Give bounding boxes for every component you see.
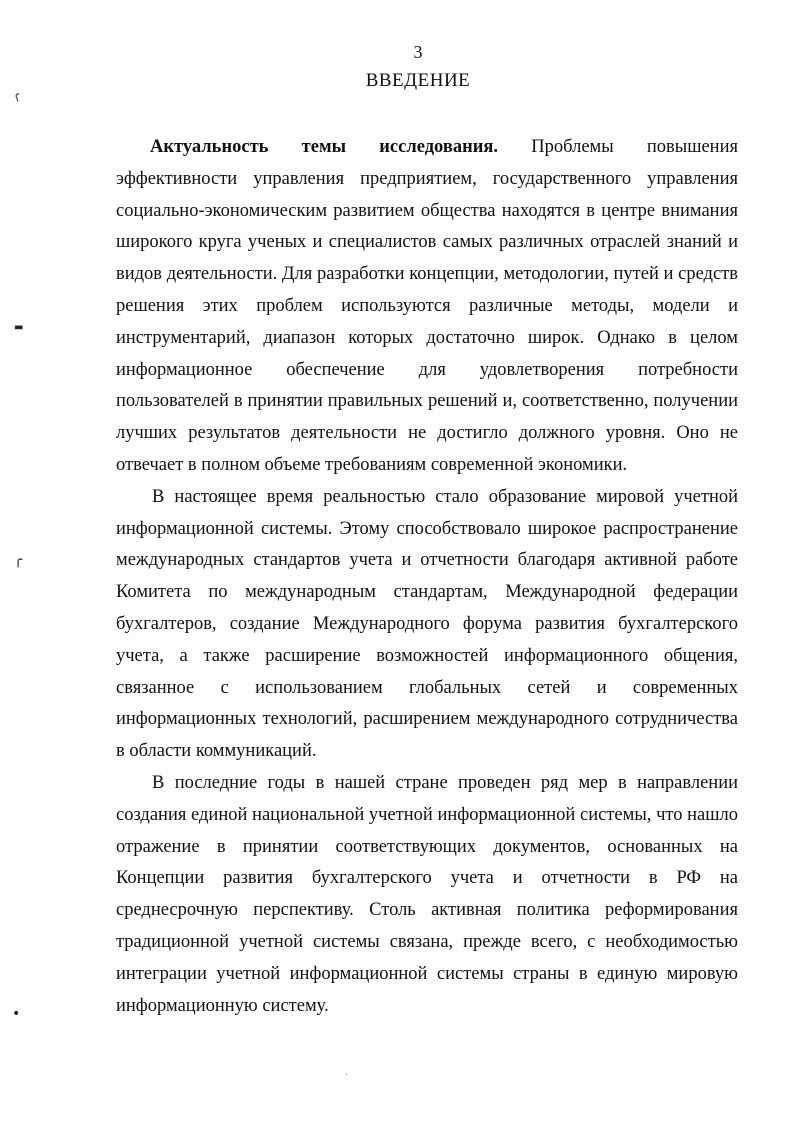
scan-artifact-mark: ▬ [14,322,24,333]
paragraph-relevance [116,132,738,482]
paragraph-national-system [116,768,738,1022]
paragraph-text: В последние годы в нашей стране проведен ряд мер в направлении создания единой национальной учетной информационной системы, что нашло отражение в принятии соответствующих документов, основанных на Концепции развития бухгалтерского учета и отчетности в РФ на среднесрочную перспективу. Столь активная политика реформирования традиционной учетной системы связана, прежде всего, с необходимостью интеграции учетной информационной системы страны в единую мировую информационную систему. [116,772,738,1016]
paragraph-text: В настоящее время реальностью стало образование мировой учетной информационной системы. Этому способствовало широкое распространение международных стандартов учета и отчетности благодаря активной работе Комитета по международным стандартам, Международной федерации бухгалтеров, создание Международного форума развития бухгалтерского учета, а также расширение возможностей информационного общения, связанное с использованием глобальных сетей и современных информационных технологий, расширением международного сотрудничества в области коммуникаций. [116,486,738,762]
page-number: 3 [413,42,423,62]
paragraph-text: Проблемы повышения эффективности управления предприятием, государственного управления социально-экономическим развитием общества находятся в центре внимания широкого круга ученых и специалистов самых различных отраслей знаний и видов деятельности. Для разработки концепции, методологии, путей и средств решения этих проблем используются различные методы, модели и инструментарий, диапазон которых достаточно широк. Однако в целом информационное обеспечение для удовлетворения потребности пользователей в принятии правильных решений и, соответственно, получении лучших результатов деятельности не достигло должного уровня. Оно не отвечает в полном объеме требованиям современной экономики. [116,137,738,475]
scan-artifact-mark: ╭ [9,87,22,103]
document-body [116,132,738,1022]
paragraph-lead: Актуальность темы исследования. [150,137,499,157]
scan-artifact-mark: • [12,1006,21,1022]
section-title: ВВЕДЕНИЕ [365,70,471,91]
paragraph-world-system [116,482,738,768]
scan-artifact-mark: · [345,1070,349,1081]
scan-artifact-mark: ╭ [14,552,23,568]
